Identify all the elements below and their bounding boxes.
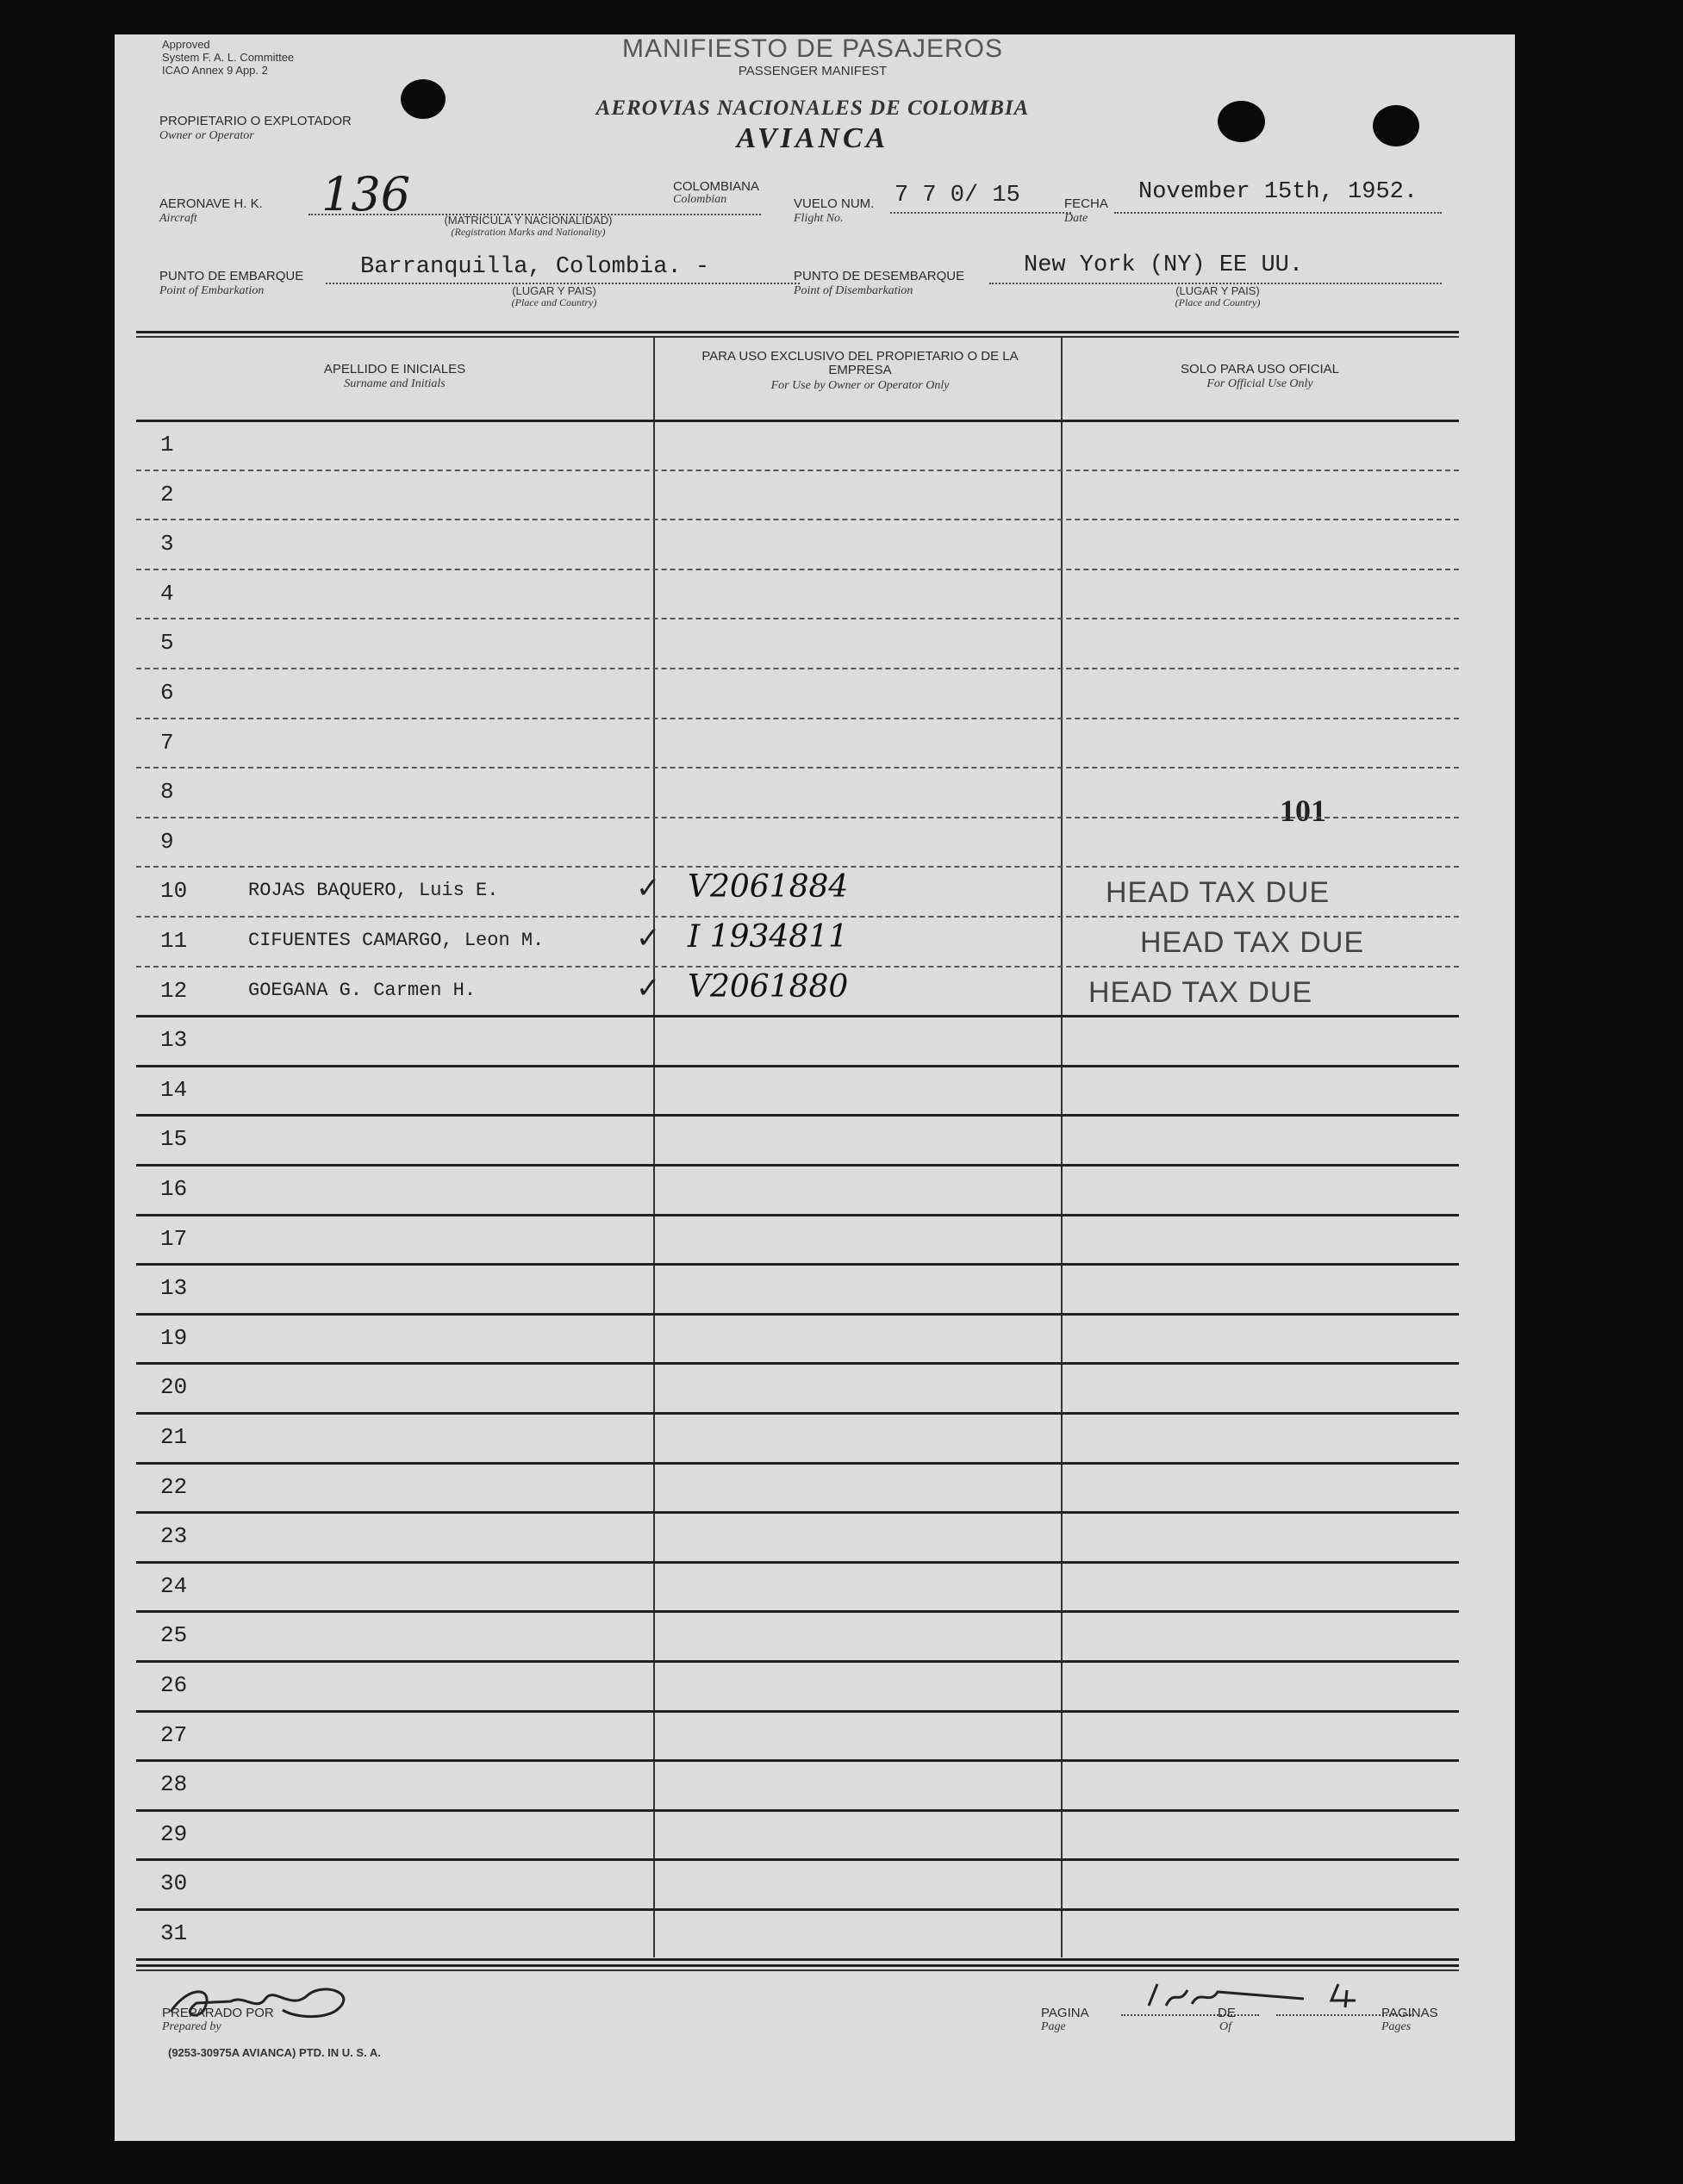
row-number: 20 [160,1374,188,1401]
row-number: 28 [160,1771,188,1798]
check-mark: ✓ [636,970,661,1005]
row-rule [136,1809,1459,1812]
column-divider-2 [1061,338,1063,1957]
aircraft-label: AERONAVE H. K. [159,196,263,211]
aircraft-label-en: Aircraft [159,212,197,225]
row-rule [136,1858,1459,1861]
col2-header-en: For Use by Owner or Operator Only [770,379,950,392]
row-number: 16 [160,1176,188,1202]
row-rule [136,767,1459,768]
flight-label: VUELO NUM. [794,196,875,211]
row-number: 23 [160,1523,188,1550]
row-rule [136,1214,1459,1216]
row-rule [136,1362,1459,1365]
row-rule [136,470,1459,471]
official-stamp: HEAD TAX DUE [1106,876,1331,910]
registration-label: (MATRICULA Y NACIONALIDAD) [444,214,613,227]
row-number: 24 [160,1572,188,1599]
row-rule [136,1313,1459,1316]
row-rule [136,1114,1459,1117]
row-number: 31 [160,1920,188,1946]
row-number: 15 [160,1126,188,1153]
visa-number: V2061884 [688,869,849,905]
row-rule [136,916,1459,918]
owner-label-en: Owner or Operator [159,129,254,142]
column-divider-1 [653,338,655,1957]
disembark-place-label: (LUGAR Y PAIS) [1175,284,1260,297]
row-rule [136,1660,1459,1663]
airline-brand: AVIANCA [736,122,889,154]
manifest-sheet [115,34,1515,2141]
row-rule [136,1511,1459,1514]
row-rule [136,1263,1459,1266]
punch-hole-middle [1218,101,1265,142]
row-number: 13 [160,1027,188,1054]
row-rule [136,866,1459,868]
date-label: FECHA [1064,196,1108,211]
punch-hole-right [1373,105,1419,146]
row-number: 10 [160,878,188,905]
row-rule [136,1561,1459,1564]
official-stamp: HEAD TAX DUE [1088,975,1313,1009]
date-value: November 15th, 1952. [1138,179,1418,205]
row-rule [136,1610,1459,1613]
embark-value: Barranquilla, Colombia. - [360,254,710,280]
row-rule [136,668,1459,669]
official-stamp: HEAD TAX DUE [1140,926,1365,959]
pages-label-en: Pages [1381,2020,1412,2033]
of-label-en: Of [1219,2020,1231,2033]
row-rule [136,966,1459,968]
row-number: 6 [160,680,174,706]
row-number: 2 [160,481,174,507]
passenger-table [136,338,1459,1957]
row-rule [136,569,1459,570]
row-number: 27 [160,1721,188,1748]
row-rule [136,519,1459,520]
owner-label: PROPIETARIO O EXPLOTADOR [159,114,352,128]
flight-label-en: Flight No. [794,212,844,225]
of-label: DE [1218,2006,1236,2020]
table-header-rule [136,420,1459,422]
row-rule [136,1164,1459,1167]
registration-label-en: (Registration Marks and Nationality) [451,226,606,238]
table-bottom-rule-2 [136,1969,1459,1971]
row-number: 3 [160,531,174,557]
print-info: (9253-30975A AVIANCA) PTD. IN U. S. A. [168,2046,381,2059]
row-number: 4 [160,580,174,607]
row-number: 26 [160,1672,188,1698]
table-top-rule [136,331,1459,333]
passenger-name: GOEGANA G. Carmen H. [248,979,477,1001]
page-label-en: Page [1041,2020,1066,2033]
col3-header-en: For Official Use Only [1206,377,1313,390]
row-number: 30 [160,1870,188,1897]
row-number: 9 [160,828,174,855]
row-number: 22 [160,1473,188,1500]
disembark-place-label-en: (Place and Country) [1175,296,1261,308]
row-number: 11 [160,928,188,954]
row-number: 14 [160,1076,188,1103]
approved-line-3: ICAO Annex 9 App. 2 [162,64,268,77]
form-title: MANIFIESTO DE PASAJEROS [622,34,1003,63]
passenger-name: ROJAS BAQUERO, Luis E. [248,880,499,902]
row-rule [136,1065,1459,1067]
approved-line-1: Approved [162,38,210,51]
row-number: 5 [160,630,174,656]
passenger-name: CIFUENTES CAMARGO, Leon M. [248,930,545,951]
row-number: 13 [160,1275,188,1302]
col3-header: SOLO PARA USO OFICIAL [1181,362,1339,376]
approved-line-2: System F. A. L. Committee [162,51,295,64]
flight-line [890,212,1071,214]
row-rule [136,718,1459,719]
visa-number: I 1934811 [688,919,848,955]
disembark-label: PUNTO DE DESEMBARQUE [794,269,965,283]
row-rule [136,618,1459,619]
row-number: 19 [160,1324,188,1351]
row-rule [136,1462,1459,1465]
prepared-label: PREPARADO POR [162,2006,274,2020]
form-subtitle: PASSENGER MANIFEST [738,64,888,78]
page-line [1121,2014,1259,2016]
embark-label-en: Point of Embarkation [159,284,265,297]
date-line [1114,212,1442,214]
row-number: 1 [160,432,174,457]
nationality-label-en: Colombian [673,193,727,206]
official-stamp-number: 101 [1280,793,1326,828]
airline-name: AEROVIAS NACIONALES DE COLOMBIA [595,96,1030,120]
prepared-label-en: Prepared by [162,2020,221,2033]
row-number: 25 [160,1622,188,1649]
page-label: PAGINA [1041,2006,1089,2020]
row-number: 29 [160,1820,188,1847]
embark-place-label-en: (Place and Country) [511,296,597,308]
row-rule [136,1710,1459,1713]
row-number: 21 [160,1424,188,1450]
visa-number: V2061880 [688,968,849,1005]
row-rule [136,1958,1459,1961]
embark-place-label: (LUGAR Y PAIS) [512,284,596,297]
date-label-en: Date [1064,212,1088,225]
row-number: 17 [160,1225,188,1252]
col1-header: APELLIDO E INICIALES [323,362,466,376]
row-rule [136,817,1459,818]
row-number: 8 [160,779,174,806]
embark-label: PUNTO DE EMBARQUE [159,269,304,283]
table-bottom-rule [136,1964,1459,1967]
row-rule [136,1908,1459,1911]
approved-block [162,38,294,77]
disembark-label-en: Point of Disembarkation [794,284,913,297]
row-number: 12 [160,977,188,1004]
punch-hole-left [401,79,446,119]
check-mark: ✓ [636,871,661,906]
page-numbers-handwritten [1140,1980,1399,2014]
row-number: 7 [160,729,174,756]
aircraft-value: 136 [321,167,411,221]
nationality-label: COLOMBIANA [673,179,760,194]
col2-header: PARA USO EXCLUSIVO DEL PROPIETARIO O DE LA EMPRESA [701,349,1019,377]
disembark-value: New York (NY) EE UU. [1024,252,1304,278]
col1-header-en: Surname and Initials [344,377,446,390]
pages-label: PAGINAS [1381,2006,1438,2020]
check-mark: ✓ [636,921,661,955]
row-rule [136,1759,1459,1762]
row-rule [136,1015,1459,1017]
flight-value: 7 7 0/ 15 [894,183,1020,208]
row-rule [136,1412,1459,1415]
